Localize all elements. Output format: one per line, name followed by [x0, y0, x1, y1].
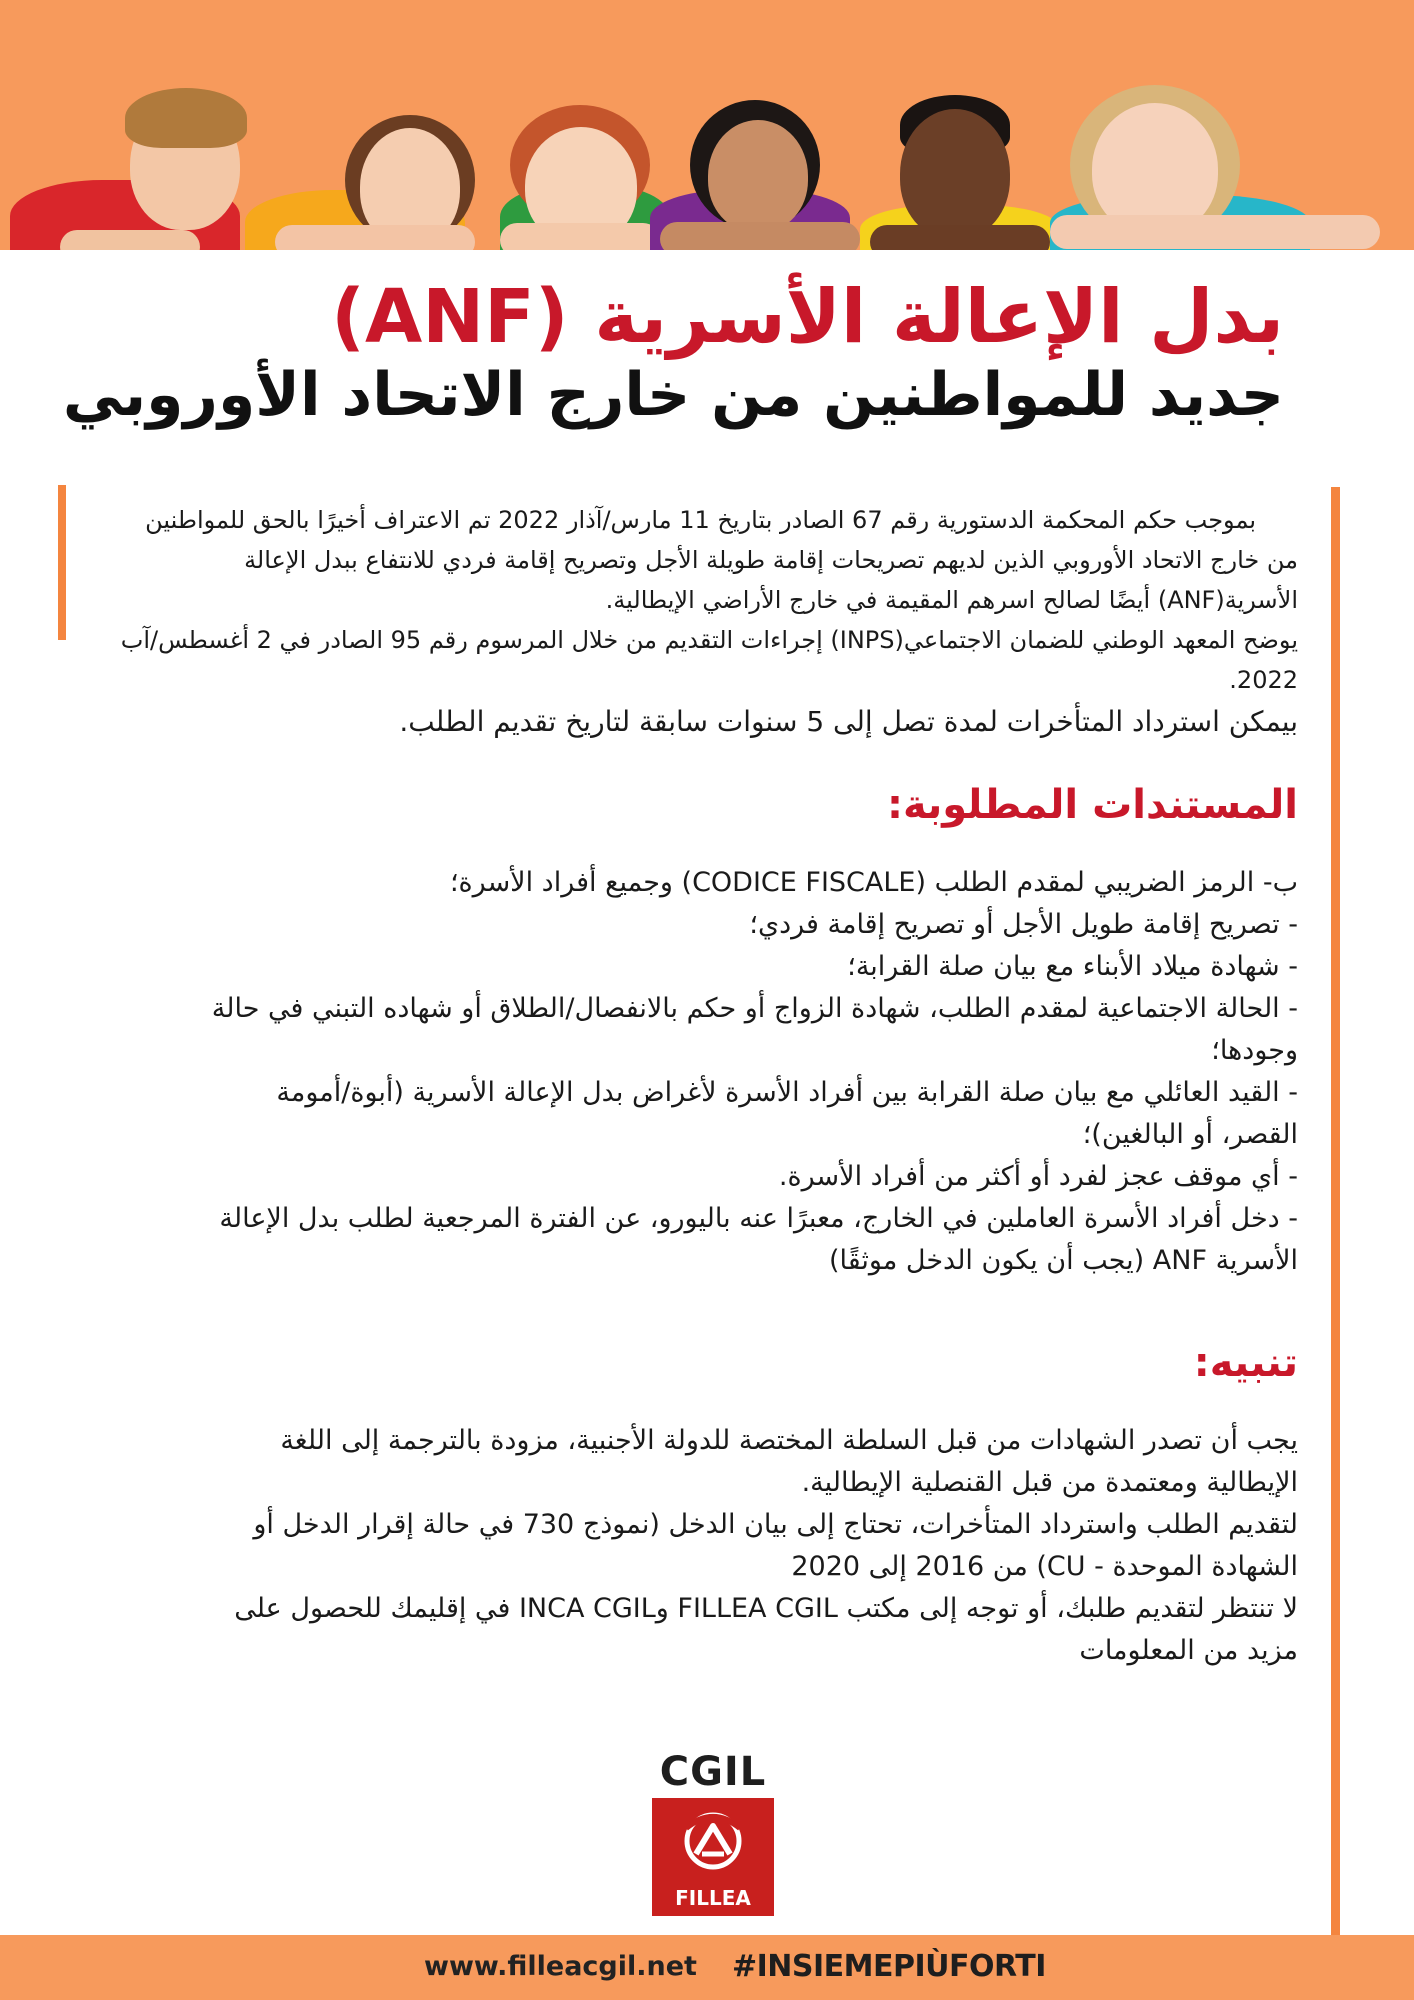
note-paragraph: يجب أن تصدر الشهادات من قبل السلطة المختصة للدولة الأجنبية، مزودة بالترجمة إلى اللغة الإيطالية ومعتمدة من قبل القنصلية الإيطالية.	[280, 1425, 1298, 1498]
list-item: - دخل أفراد الأسرة العاملين في الخارج، معبرًا عنه باليورو، عن الفترة المرجعية لطلب بدل الإعالة الأسرية ANF (يجب أن يكون الدخل موثقًا)	[219, 1203, 1298, 1276]
list-item: - تصريح إقامة طويل الأجل أو تصريح إقامة فردي؛	[749, 909, 1298, 940]
logo-wordmark: CGIL	[659, 1749, 767, 1795]
note-section	[188, 1420, 1298, 1672]
child-figure	[235, 110, 495, 262]
list-item: ب- الرمز الضريبي لمقدم الطلب (CODICE FISCALE) وجميع أفراد الأسرة؛	[449, 867, 1298, 898]
logo-red-box	[652, 1798, 774, 1916]
fillea-emblem-icon	[678, 1808, 748, 1874]
cgil-fillea-logo	[650, 1750, 776, 1918]
child-figure	[500, 105, 670, 262]
hashtag: #INSIEMEPIÙFORTI	[732, 1949, 1046, 1984]
intro-paragraph: بموجب حكم المحكمة الدستورية رقم 67 الصادر بتاريخ 11 مارس/آذار 2022 تم الاعتراف أخيرًا بالحق للمواطنين من خارج الاتحاد الأوروبي الذين لديهم تصريحات إقامة طويلة الأجل وتصريح إقامة فردي للانتفاع ببدل الإعالة الأسرية(ANF) أيضًا لصالح اسرهم المقيمة في خارج الأراضي الإيطالية.	[145, 506, 1298, 614]
accent-bar-left	[58, 485, 66, 640]
note-paragraph: لا تنتظر لتقديم طلبك، أو توجه إلى مكتب FILLEA CGIL وINCA CGIL في إقليمك للحصول على مزيد من المعلومات	[234, 1593, 1298, 1666]
note-paragraph: لتقديم الطلب واسترداد المتأخرات، تحتاج إلى بيان الدخل (نموذج 730 في حالة إقرار الدخل أو الشهادة الموحدة - CU) من 2016 إلى 2020	[253, 1509, 1298, 1582]
intro-paragraph: بيمكن استرداد المتأخرات لمدة تصل إلى 5 سنوات سابقة لتاريخ تقديم الطلب.	[399, 705, 1298, 738]
child-figure	[0, 40, 260, 260]
page-subtitle: جديد للمواطنين من خارج الاتحاد الأوروبي	[62, 360, 1284, 430]
header-photo-children	[0, 0, 1414, 262]
list-item: - القيد العائلي مع بيان صلة القرابة بين أفراد الأسرة لأغراض بدل الإعالة الأسرية (أبوة/أمومة القصر، أو البالغين)؛	[276, 1077, 1298, 1150]
footer-bar	[0, 1935, 1414, 2000]
page-title: بدل الإعالة الأسرية (ANF)	[331, 274, 1284, 360]
note-heading: تنبيه:	[1193, 1340, 1298, 1386]
list-item: - أي موقف عجز لفرد أو أكثر من أفراد الأسرة.	[778, 1161, 1298, 1192]
child-figure	[1030, 85, 1410, 262]
accent-bar-right	[1331, 487, 1340, 1935]
child-figure	[650, 100, 870, 260]
list-item: - شهادة ميلاد الأبناء مع بيان صلة القرابة؛	[847, 951, 1298, 982]
intro-section	[108, 500, 1298, 744]
documents-list	[198, 862, 1298, 1282]
documents-heading: المستندات المطلوبة:	[886, 782, 1298, 828]
website-link[interactable]: www.filleacgil.net	[424, 1951, 697, 1982]
logo-label: FILLEA	[675, 1886, 751, 1910]
list-item: - الحالة الاجتماعية لمقدم الطلب، شهادة الزواج أو حكم بالانفصال/الطلاق أو شهاده التبني في حالة وجودها؛	[211, 993, 1298, 1066]
intro-paragraph: يوضح المعهد الوطني للضمان الاجتماعي(INPS) إجراءات التقديم من خلال المرسوم رقم 95 الصادر في 2 أغسطس/آب 2022.	[120, 626, 1298, 694]
